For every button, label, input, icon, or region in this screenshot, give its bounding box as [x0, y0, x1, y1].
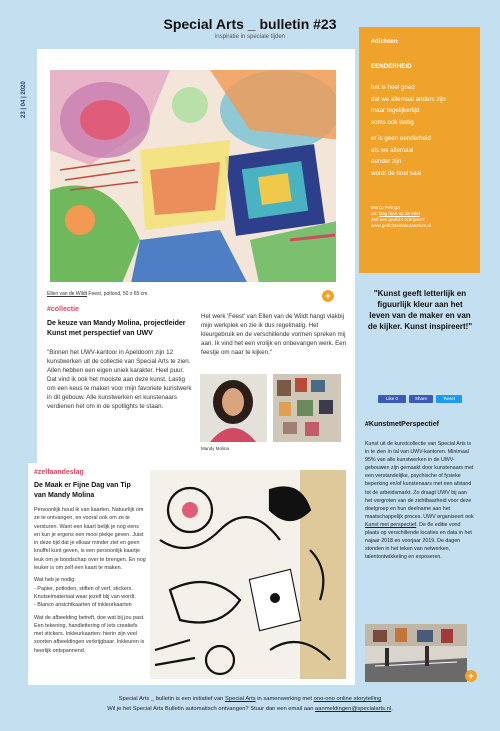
- poem-stanza-2: [371, 133, 480, 179]
- poem-author: Marco Pelinga: [371, 205, 400, 210]
- zelf-paragraph: Persoonlijk houd ik van kaarten. Natuurlijk om ze te ontvangen, en vooral ook om ze te versturen. Want een kaart belijk je nog eens en kun je ergens een mooi plekje geven. Juist in deze tijd dat je elkaar minder ziet en geen knuffel kunt geven, is een persoonlijk kaartje leuk om je boodschap over te brengen. En nog leuker is om zelf een kaart te maken.: [34, 507, 146, 572]
- collectie-body-2: Het werk 'Feest' van Ellen van de Wildt hangt vlakbij mijn werkplek en zie ik dus regelmatig. Het kleurgebruik en de verschillende vormen spreken mij aan. Ik vind het een vrolijk en onbevangen werk. Een feestje om naar te kijken.": [201, 313, 347, 356]
- poem-stanza-1: [371, 82, 480, 128]
- zelf-tag: #zelfaandeslag: [34, 469, 84, 476]
- ono-ono-link[interactable]: ono-ono online storytelling: [313, 696, 382, 702]
- footer-line-1: [0, 694, 500, 704]
- poem-website[interactable]: www.gedichtenlaboratorium.nl: [371, 223, 432, 228]
- photo-caption: Mandy Molina: [201, 446, 230, 451]
- collection-room-photo: [273, 374, 341, 442]
- card-drawing-image: [150, 470, 346, 679]
- dichten-tag: #dichten: [371, 38, 398, 45]
- poem-line: het is heel goed: [371, 84, 415, 91]
- poem-cta: Zelf een gedicht schrijven?: [371, 217, 425, 222]
- artwork-feest-drawing: [50, 70, 339, 285]
- collectie-body: "Binnen het UWV-kantoor in Apeldoorn zijn 12 kunstwerken uit de collectie van Special Arts te zien. Allen hebben een eigen uniek karakter. Heel puur. Dat vind ik ook het mooiste aan deze kunst. Lastig om een keus te maken voor mijn favoriete kunstwerk in dit gebouw. Alle kunstwerken en kunstenaars verdienen het om in de spotlights te staan.: [47, 349, 192, 410]
- zelf-body: [34, 506, 146, 655]
- room-drawing: [273, 374, 341, 442]
- collectie-tag: #collectie: [47, 306, 79, 313]
- kunstmet-text: Kunst uit de kunstcollectie van Special Arts is in te zien in tal van UWV-kantoren. Minimaal 95% van alle kunstwerken in de UWV-gebouwen zijn gemaakt door kunstenaars met een verstandelijke, psychische of fysieke beperking en/of kunstenaars met een afstand tot de arbeidsmarkt. Zo draagt UWV bij aan het vergroten van de zichtbaarheid voor deze doelgroep en hun deelname aan het maatschappelijk proces. UWV organiseert ook: [365, 441, 474, 520]
- expand-kunstmet-button[interactable]: +: [465, 670, 477, 682]
- footer-text: Wil je het Special Arts Bulletin automatisch ontvangen? Stuur dan een email aan: [107, 706, 316, 712]
- poem-book-prefix: Uit:: [371, 211, 380, 216]
- expand-artwork-button[interactable]: +: [322, 290, 334, 302]
- footer-text: Special Arts _ bulletin is een initiatief van: [118, 696, 226, 702]
- poem-source: [371, 205, 480, 229]
- poem-line: maar tegelijkertijd: [371, 107, 420, 114]
- kunstmet-body: [365, 440, 475, 561]
- bulletin-subtitle: inspiratie in speciale tijden: [214, 34, 286, 40]
- kunstmet-link[interactable]: Kunst met perspectief: [365, 521, 417, 528]
- email-link[interactable]: aanmeldingen@specialarts.nl: [315, 706, 392, 712]
- dichten-panel: [359, 27, 480, 273]
- special-arts-link[interactable]: Special Arts: [225, 696, 256, 702]
- doodle-drawing: [150, 470, 346, 679]
- zelf-title: De Maak er Fijne Dag van Tip van Mandy Molina: [34, 482, 131, 499]
- zelf-needs-item: - Blanco ansichtkaarten of inkleurkaarten: [34, 602, 132, 609]
- poem-line: er is geen eenderheid: [371, 135, 431, 142]
- tweet-button[interactable]: Tweet: [436, 395, 462, 403]
- facebook-like-button[interactable]: Like 0: [378, 395, 406, 403]
- exhibition-photo: [365, 624, 467, 682]
- issue-date: 23 | 04 | 2020: [21, 81, 27, 118]
- poem-line: eender zijn: [371, 158, 402, 165]
- footer: [0, 694, 500, 714]
- poem-line: dat we allemaal anders zijn: [371, 95, 446, 103]
- portrait-drawing: [200, 374, 267, 442]
- poem-book-link[interactable]: Dag faart op de tafel: [379, 211, 420, 216]
- facebook-share-button[interactable]: Share: [409, 395, 433, 403]
- artwork-image: [47, 67, 339, 285]
- exhibition-drawing: [365, 624, 467, 682]
- artwork-artist-link[interactable]: Ellen van de Wildt: [47, 291, 88, 297]
- mandy-molina-photo: [200, 374, 267, 442]
- zelf-paragraph: Wat de afbeelding betreft, doe wat bij jou past. Een tekening, handlettering of iets creatiefs met stickers. Inkleurkaarten: hierin zijn veel soorten afbeeldingen verkrijgbaar. Inkleuren is heerlijk ontspannend.: [34, 614, 145, 654]
- poem-line: als we allemaal: [371, 146, 414, 154]
- artwork-caption: [47, 291, 147, 297]
- poem-title: EENDERHEID: [371, 63, 412, 70]
- kunstmet-text-2: . De 8e editie vond plaats op verschillende locaties en data in het najaar 2018 en voorjaar 2019. De dagen stonden in het teken van netwerken, talentontwikkeling en exposeren.: [365, 521, 472, 561]
- quote-text: "Kunst geeft letterlijk en figuurlijk kleur aan het leven van de maker en van de kijker. Kunst inspireert!": [367, 289, 473, 331]
- footer-text: .: [391, 706, 393, 712]
- footer-line-2: [0, 704, 500, 714]
- footer-text: in samenwerking met: [255, 696, 314, 702]
- bulletin-title: Special Arts _ bulletin #23: [163, 16, 337, 32]
- poem-line: soms ook lastig: [371, 118, 414, 126]
- poem-line: wordt de boel saai: [371, 169, 422, 177]
- zelf-needs-title: Wat heb je nodig:: [34, 577, 76, 584]
- zelf-needs-item: - Papier, potloden, stiften of verf, stickers. Knutselmateriaal waar jezelf blij van wordt.: [34, 585, 136, 600]
- kunstmet-tag: #KunstmetPerspectief: [365, 421, 439, 428]
- artwork-details: Feest, potlood, 50 x 65 cm: [87, 291, 148, 297]
- collectie-title: De keuze van Mandy Molina, projectleider Kunst met perspectief van UWV: [47, 320, 186, 337]
